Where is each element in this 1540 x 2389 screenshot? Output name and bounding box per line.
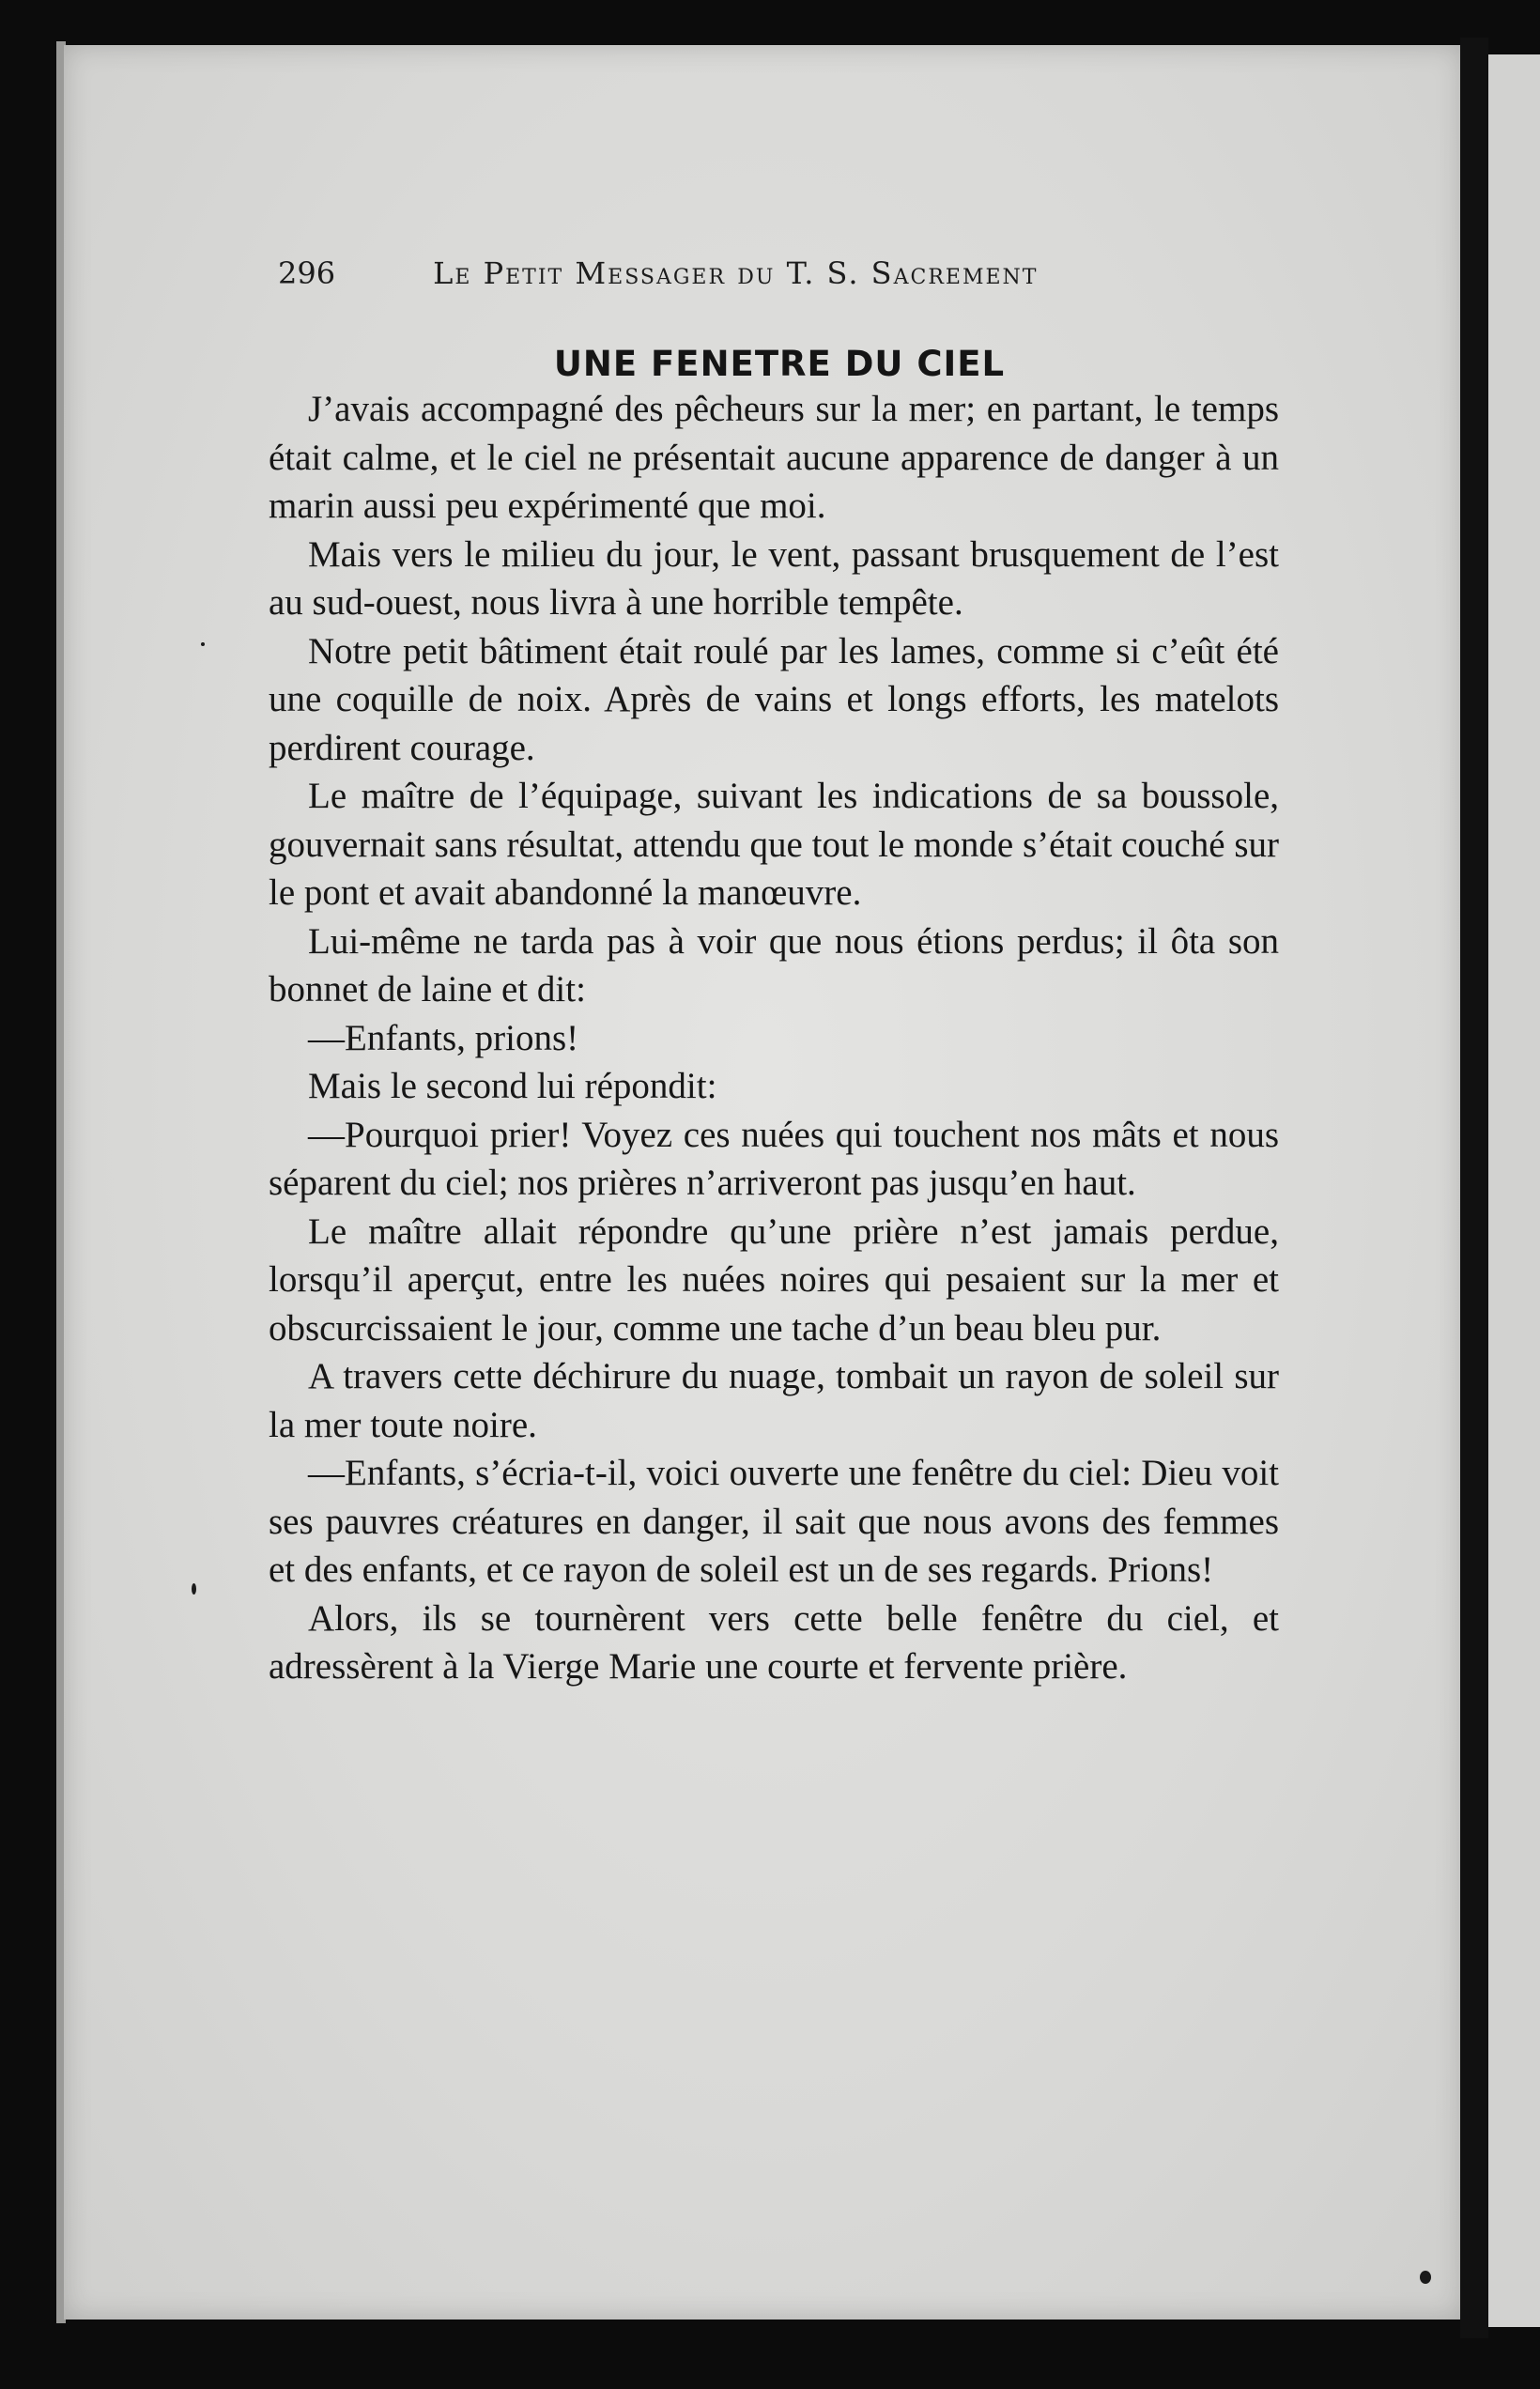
paragraph: Alors, ils se tournèrent vers cette belle fenêtre du ciel, et adressèrent à la Vierge Marie une courte et fervente prière. bbox=[269, 1597, 1279, 1687]
paragraph: —Pourquoi prier! Voyez ces nuées qui touchent nos mâts et nous séparent du ciel; nos prières n’arriveront pas jusqu’en haut. bbox=[269, 1114, 1279, 1203]
paragraph: Le maître de l’équipage, suivant les indications de sa boussole, gouvernait sans résultat, attendu que tout le monde s’était couché sur le pont et avait abandonné la manœuvre. bbox=[269, 776, 1279, 913]
paragraph: Le maître allait répondre qu’une prière n’est jamais perdue, lorsqu’il aperçut, entre les nuées noires qui pesaient sur la mer et obscurcissaient le jour, comme une tache d’un beau bleu pur. bbox=[269, 1210, 1279, 1349]
paragraph: Notre petit bâtiment était roulé par les lames, comme si c’eût été une coquille de noix. Après de vains et longs efforts, les matelots perdirent courage. bbox=[269, 630, 1279, 768]
page-number: 296 bbox=[278, 255, 336, 291]
paragraph: Mais le second lui répondit: bbox=[308, 1066, 717, 1106]
paragraph: —Enfants, s’écria-t-il, voici ouverte une fenêtre du ciel: Dieu voit ses pauvres créatures en danger, il sait que nous avons des femmes et des enfants, et ce rayon de soleil est un de ses regards. Prions! bbox=[269, 1453, 1279, 1590]
page-header bbox=[278, 255, 1142, 291]
article-title: UNE FENETRE DU CIEL bbox=[553, 344, 1006, 384]
article-body bbox=[269, 385, 1279, 1691]
binding-gutter bbox=[1460, 38, 1488, 2338]
paragraph: Lui-même ne tarda pas à voir que nous étions perdus; il ôta son bonnet de laine et dit: bbox=[269, 920, 1279, 1010]
paragraph: Mais vers le milieu du jour, le vent, passant brusquement de l’est au sud-ouest, nous livra à une horrible tempête. bbox=[269, 533, 1279, 623]
adjacent-page-edge bbox=[1488, 54, 1540, 2327]
ink-speck bbox=[192, 1583, 196, 1595]
paragraph: A travers cette déchirure du nuage, tombait un rayon de soleil sur la mer toute noire. bbox=[269, 1356, 1279, 1445]
running-head: Le Petit Messager du T. S. Sacrement bbox=[433, 255, 1039, 291]
paragraph: —Enfants, prions! bbox=[308, 1017, 579, 1058]
paragraph: J’avais accompagné des pêcheurs sur la mer; en partant, le temps était calme, et le ciel ne présentait aucune apparence de danger à un marin aussi peu expérimenté que moi. bbox=[269, 389, 1279, 526]
ink-speck bbox=[201, 642, 205, 646]
ink-speck bbox=[1420, 2271, 1431, 2284]
